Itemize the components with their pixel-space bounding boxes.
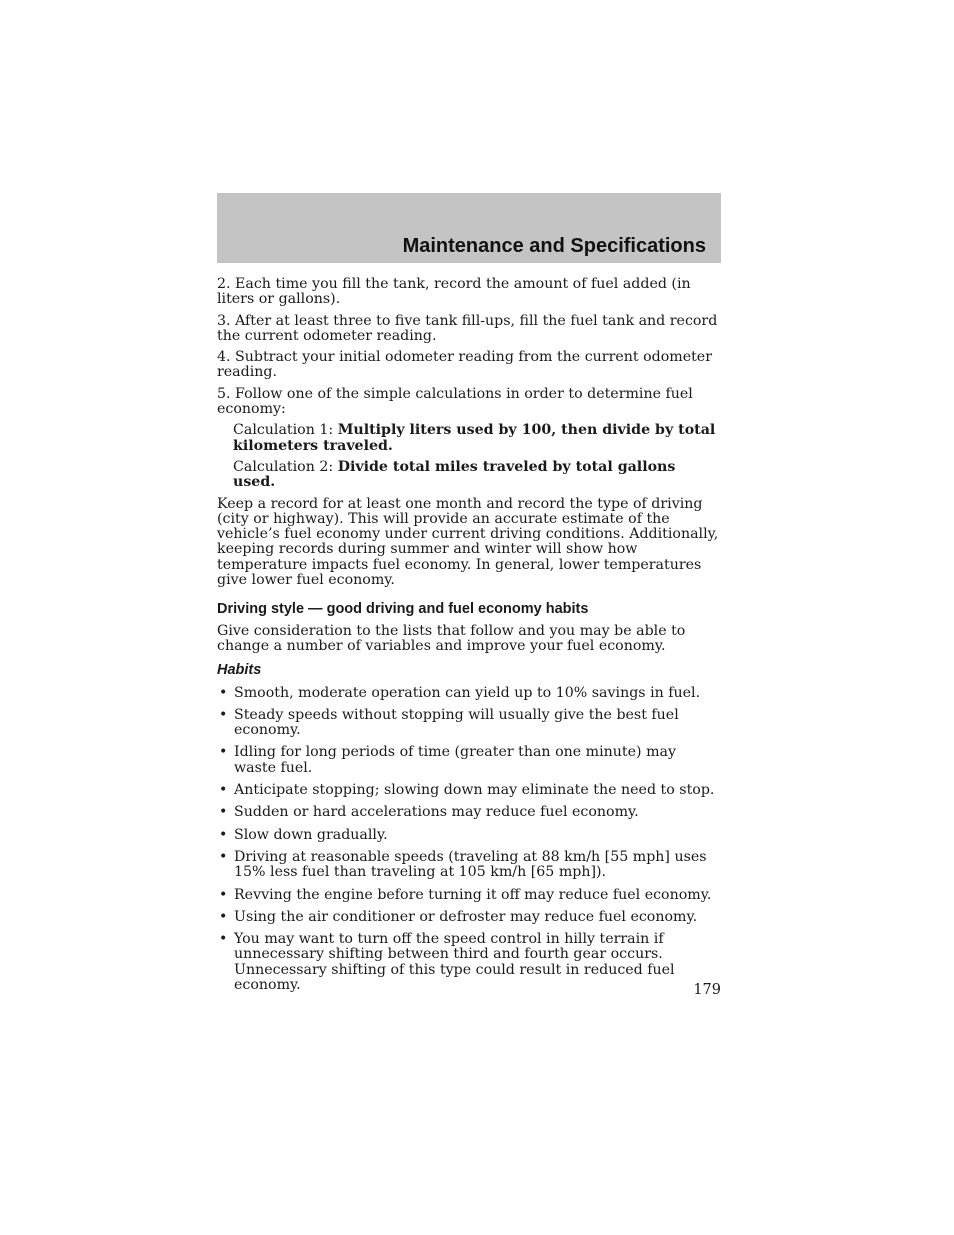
calculation-2-label: Calculation 2:	[233, 458, 338, 475]
driving-style-intro: Give consideration to the lists that follow and you may be able to change a number of variables and improve your fuel economy.	[217, 622, 686, 654]
list-item-text: You may want to turn off the speed control in hilly terrain if unnecessary shifting between third and fourth gear occurs. Unnecessary shifting of this type could result in reduced fuel economy.	[234, 931, 675, 993]
bullet-icon: •	[219, 886, 228, 903]
list-item	[217, 708, 721, 739]
bullet-icon: •	[219, 931, 228, 948]
bullet-icon: •	[219, 826, 228, 843]
bullet-icon: •	[219, 684, 228, 701]
calculation-2	[233, 460, 721, 491]
section-title: Maintenance and Specifications	[402, 235, 706, 257]
calculation-1	[233, 423, 721, 454]
step-2: 2. Each time you fill the tank, record the amount of fuel added (in liters or gallons).	[217, 276, 691, 308]
list-item	[217, 888, 721, 903]
habits-list	[217, 686, 721, 994]
list-item-text: Smooth, moderate operation can yield up to 10% savings in fuel.	[234, 684, 701, 701]
bullet-icon: •	[219, 744, 228, 761]
step-5: 5. Follow one of the simple calculations in order to determine fuel economy:	[217, 385, 693, 418]
list-item	[217, 783, 721, 798]
list-item-text: Using the air conditioner or defroster may reduce fuel economy.	[234, 908, 698, 925]
list-item-text: Revving the engine before turning it off may reduce fuel economy.	[234, 886, 712, 903]
list-item-text: Sudden or hard accelerations may reduce fuel economy.	[234, 804, 639, 821]
bullet-icon: •	[219, 782, 228, 799]
section-header-bar	[217, 193, 721, 263]
calculation-1-formula: Multiply liters used by 100, then divide by total kilometers traveled.	[233, 422, 716, 454]
bullet-icon: •	[219, 706, 228, 723]
habits-heading: Habits	[217, 662, 262, 679]
list-item	[217, 686, 721, 701]
list-item	[217, 745, 721, 776]
bullet-icon: •	[219, 804, 228, 821]
bullet-icon: •	[219, 908, 228, 925]
step-4: 4. Subtract your initial odometer reading from the current odometer reading.	[217, 349, 712, 381]
list-item	[217, 805, 721, 820]
page-number: 179	[693, 982, 721, 998]
list-item-text: Steady speeds without stopping will usually give the best fuel economy.	[234, 706, 679, 739]
bullet-icon: •	[219, 848, 228, 865]
driving-style-heading: Driving style — good driving and fuel economy habits	[217, 601, 589, 618]
list-item	[217, 850, 721, 881]
list-item-text: Idling for long periods of time (greater than one minute) may waste fuel.	[234, 744, 677, 776]
page-content	[217, 277, 721, 1000]
list-item-text: Anticipate stopping; slowing down may eliminate the need to stop.	[234, 782, 715, 799]
calculation-2-formula: Divide total miles traveled by total gallons used.	[233, 458, 676, 491]
list-item	[217, 828, 721, 843]
list-item-text: Slow down gradually.	[234, 826, 388, 843]
list-item-text: Driving at reasonable speeds (traveling at 88 km/h [55 mph] uses 15% less fuel than traveling at 105 km/h [65 mph]).	[234, 848, 707, 881]
calculation-1-label: Calculation 1:	[233, 422, 338, 439]
step-3: 3. After at least three to five tank fill-ups, fill the fuel tank and record the current odometer reading.	[217, 312, 718, 344]
list-item	[217, 910, 721, 925]
record-paragraph: Keep a record for at least one month and record the type of driving (city or highway). This will provide an accurate estimate of the vehicle’s fuel economy under current driving conditions. Additionally, keeping records during summer and winter will show how temperature impacts fuel economy. In general, lower temperatures give lower fuel economy.	[217, 495, 719, 589]
